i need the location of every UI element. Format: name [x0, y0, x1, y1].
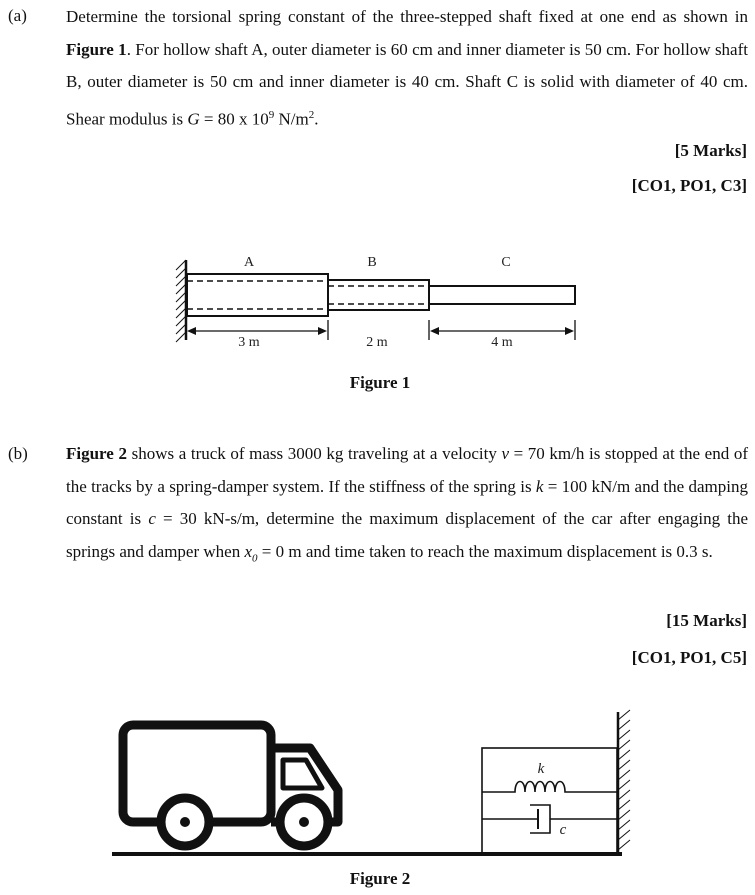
g-value-prefix: = 80 x 10 — [199, 109, 269, 129]
shaft-a-label: A — [243, 255, 255, 270]
part-a-label: (a) — [8, 6, 27, 25]
figure-1-shaft-diagram — [0, 240, 755, 370]
shaft-a — [187, 274, 328, 316]
part-a-marks: [5 Marks] — [674, 141, 747, 160]
figure-2-caption: Figure 2 — [349, 869, 411, 888]
x0-symbol: $x_0$ — [244, 541, 258, 564]
g-unit: N/m — [274, 109, 309, 129]
dimension-arrow-c-left — [430, 327, 439, 335]
part-b-label: (b) — [8, 444, 28, 463]
dimension-arrow-c-right — [565, 327, 574, 335]
shaft-b — [328, 280, 429, 310]
shaft-c — [429, 286, 575, 304]
k-symbol: k — [535, 476, 544, 496]
part-b-marks: [15 Marks] — [666, 611, 747, 630]
spring — [482, 782, 618, 793]
part-a-text-2: . For hollow shaft A, outer diameter is 60 cm and inner diameter is 50 cm. For hollow shaft B, outer diameter is 50 cm and inner diameter is 40 cm. Shaft C is solid with diameter of 40 cm. Shear modulus is — [66, 39, 748, 129]
part-b-figure-ref: Figure 2 — [66, 444, 127, 463]
length-a-label: 3 m — [238, 335, 260, 350]
dimension-arrow-a-right — [318, 327, 327, 335]
length-b-label: 2 m — [366, 335, 388, 350]
figure-1-caption: Figure 1 — [349, 373, 411, 392]
part-a-question — [66, 1, 748, 136]
damper-label: c — [559, 822, 567, 838]
g-symbol: G — [187, 109, 200, 129]
part-b-text-5: = 0 m and time taken to reach the maximum displacement is 0.3 s. — [257, 541, 713, 561]
g-exponent: 9 — [268, 108, 275, 121]
g-end: . — [314, 109, 319, 129]
v-symbol: v — [501, 444, 509, 463]
shaft-b-label: B — [367, 255, 377, 270]
buffer-frame — [482, 748, 617, 853]
part-b-text-3: = 100 kN/m and the damping constant is — [66, 476, 748, 528]
c-symbol: c — [148, 509, 156, 528]
x0-subscript: 0 — [252, 551, 258, 564]
dimension-arrow-a-left — [187, 327, 196, 335]
end-wall-hatching — [618, 710, 630, 850]
part-b-text-4: = 30 kN-s/m, determine the maximum displacement of the car after engaging the springs and damper when — [66, 509, 748, 561]
spring-label: k — [537, 761, 545, 777]
part-b-outcomes: [CO1, PO1, C5] — [631, 648, 747, 667]
shaft-c-label: C — [501, 255, 511, 270]
wall-hatching — [176, 260, 186, 342]
length-c-label: 4 m — [491, 335, 513, 350]
part-a-outcomes: [CO1, PO1, C3] — [631, 176, 747, 195]
figure-2-truck-diagram — [0, 690, 755, 865]
part-b-question — [66, 438, 748, 574]
part-b-text-2: = 70 km/h is stopped at the end of the tracks by a spring-damper system. If the stiffness of the spring is — [66, 444, 748, 496]
g-unit-exponent: 2 — [308, 108, 315, 121]
part-b-text-1: shows a truck of mass 3000 kg traveling at a velocity — [126, 444, 502, 463]
front-wheel-hub — [299, 817, 309, 827]
part-a-figure-ref: Figure 1 — [66, 39, 127, 59]
rear-wheel-hub — [180, 817, 190, 827]
part-a-text-1: Determine the torsional spring constant of the three-stepped shaft fixed at one end as shown in — [66, 7, 748, 26]
